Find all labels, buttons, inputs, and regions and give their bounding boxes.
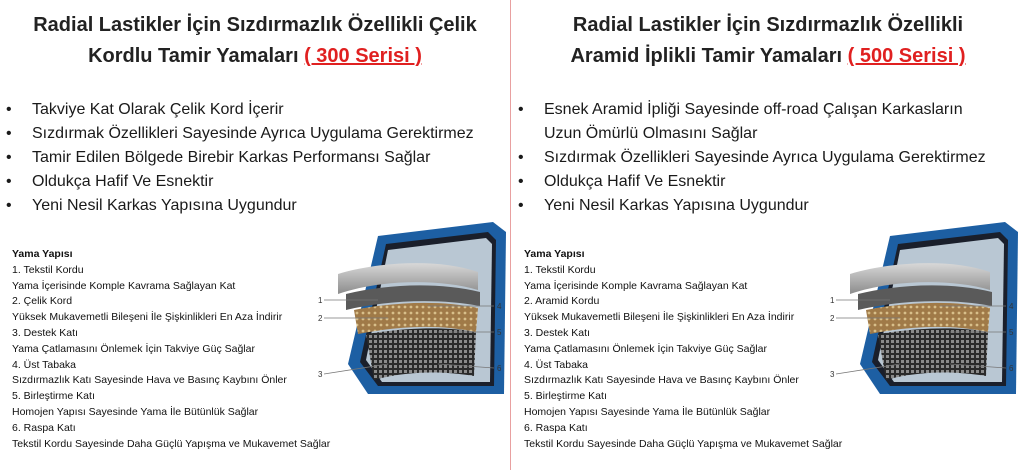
title-line-1: Radial Lastikler İçin Sızdırmazlık Özellikli Çelik	[33, 14, 477, 36]
diagram-label-6: 6	[1009, 364, 1014, 373]
panel-500-series	[512, 0, 1024, 470]
structure-line: Yama Çatlamasını Önlemek İçin Takviye Güç Sağlar	[524, 342, 767, 355]
diagram-label-6: 6	[497, 364, 502, 373]
diagram-label-5: 5	[497, 328, 502, 337]
structure-line: Yüksek Mukavemetli Bileşeni İle Şişkinlikleri En Aza İndirir	[12, 311, 283, 324]
feature-text: Esnek Aramid İpliği Sayesinde off-road Çalışan Karkasların	[544, 101, 963, 118]
title-line-2-text: Aramid İplikli Tamir Yamaları	[570, 45, 843, 67]
feature-list	[6, 98, 474, 218]
panel-300-series	[0, 0, 510, 470]
feature-text: Oldukça Hafif Ve Esnektir	[32, 173, 214, 190]
structure-line: Homojen Yapısı Sayesinde Yama İle Bütünlük Sağlar	[12, 405, 259, 418]
patch-structure	[524, 247, 842, 452]
structure-line: 5. Birleştirme Katı	[12, 390, 95, 403]
patch-structure	[12, 247, 330, 452]
diagram-label-5: 5	[1009, 328, 1014, 337]
diagram-label-2: 2	[318, 314, 323, 323]
bullet-icon: •	[518, 173, 524, 190]
title-line-1: Radial Lastikler İçin Sızdırmazlık Özellikli	[572, 14, 964, 36]
bullet-icon: •	[6, 149, 12, 166]
series-label: ( 500 Serisi )	[847, 45, 966, 67]
feature-text: Sızdırmak Özellikleri Sayesinde Ayrıca Uygulama Gerektirmez	[544, 149, 986, 166]
bullet-icon: •	[518, 101, 524, 118]
structure-line: Tekstil Kordu Sayesinde Daha Güçlü Yapışma ve Mukavemet Sağlar	[524, 437, 843, 450]
patch-layers-illustration	[318, 214, 508, 396]
structure-line: 2. Çelik Kord	[12, 295, 73, 308]
title-line-2	[0, 41, 510, 72]
title-line-2	[512, 41, 1024, 72]
bullet-icon: •	[518, 149, 524, 166]
structure-line: 5. Birleştirme Katı	[524, 390, 607, 403]
feature-item	[6, 170, 474, 194]
structure-title: Yama Yapısı	[524, 248, 585, 260]
structure-line: 1. Tekstil Kordu	[12, 263, 84, 276]
feature-item	[6, 146, 474, 170]
structure-line: 4. Üst Tabaka	[524, 358, 589, 371]
feature-item	[6, 122, 474, 146]
structure-title: Yama Yapısı	[12, 248, 73, 260]
bullet-icon: •	[6, 173, 12, 190]
structure-line: 3. Destek Katı	[12, 326, 78, 339]
bullet-icon: •	[6, 101, 12, 118]
structure-line: 6. Raspa Katı	[12, 421, 76, 434]
diagram-label-3: 3	[830, 370, 835, 379]
diagram-label-4: 4	[497, 302, 502, 311]
panel-title	[0, 10, 510, 72]
feature-item	[518, 146, 986, 170]
feature-item	[518, 98, 986, 122]
diagram-label-3: 3	[318, 370, 323, 379]
feature-item	[518, 170, 986, 194]
feature-list	[518, 98, 986, 218]
bullet-icon: •	[6, 197, 12, 214]
feature-text: Tamir Edilen Bölgede Birebir Karkas Performansı Sağlar	[32, 149, 431, 166]
feature-text: Sızdırmak Özellikleri Sayesinde Ayrıca Uygulama Gerektirmez	[32, 125, 474, 142]
structure-line: 3. Destek Katı	[524, 326, 590, 339]
structure-line: Sızdırmazlık Katı Sayesinde Hava ve Basınç Kaybını Önler	[12, 374, 287, 387]
patch-layers-illustration	[830, 214, 1020, 396]
structure-line: Yama İçerisinde Komple Kavrama Sağlayan Kat	[524, 279, 748, 292]
feature-text: Uzun Ömürlü Olmasını Sağlar	[544, 125, 758, 142]
bullet-icon: •	[518, 197, 524, 214]
diagram-label-1: 1	[318, 296, 323, 305]
series-label: ( 300 Serisi )	[304, 45, 422, 67]
title-line-2-text: Kordlu Tamir Yamaları	[88, 45, 299, 67]
structure-line: Tekstil Kordu Sayesinde Daha Güçlü Yapışma ve Mukavemet Sağlar	[12, 437, 331, 450]
feature-text: Oldukça Hafif Ve Esnektir	[544, 173, 726, 190]
feature-text: Yeni Nesil Karkas Yapısına Uygundur	[544, 197, 809, 214]
diagram-label-1: 1	[830, 296, 835, 305]
panel-title	[512, 10, 1024, 72]
column-divider	[510, 0, 511, 470]
structure-line: 1. Tekstil Kordu	[524, 263, 596, 276]
structure-line: Yama Çatlamasını Önlemek İçin Takviye Güç Sağlar	[12, 342, 255, 355]
diagram-label-4: 4	[1009, 302, 1014, 311]
structure-line: Sızdırmazlık Katı Sayesinde Hava ve Basınç Kaybını Önler	[524, 374, 799, 387]
structure-line: 4. Üst Tabaka	[12, 358, 77, 371]
structure-line: 2. Aramid Kordu	[524, 295, 600, 308]
feature-text: Takviye Kat Olarak Çelik Kord İçerir	[32, 101, 284, 118]
structure-line: Yama İçerisinde Komple Kavrama Sağlayan Kat	[12, 279, 236, 292]
patch-layers-diagram	[318, 214, 508, 396]
feature-text: Yeni Nesil Karkas Yapısına Uygundur	[32, 197, 297, 214]
patch-layers-diagram	[830, 214, 1020, 396]
structure-line: 6. Raspa Katı	[524, 421, 588, 434]
bullet-icon: •	[6, 125, 12, 142]
feature-item-continuation	[518, 122, 986, 146]
structure-line: Yüksek Mukavemetli Bileşeni İle Şişkinlikleri En Aza İndirir	[524, 311, 795, 324]
structure-line: Homojen Yapısı Sayesinde Yama İle Bütünlük Sağlar	[524, 405, 771, 418]
feature-item	[6, 98, 474, 122]
diagram-label-2: 2	[830, 314, 835, 323]
